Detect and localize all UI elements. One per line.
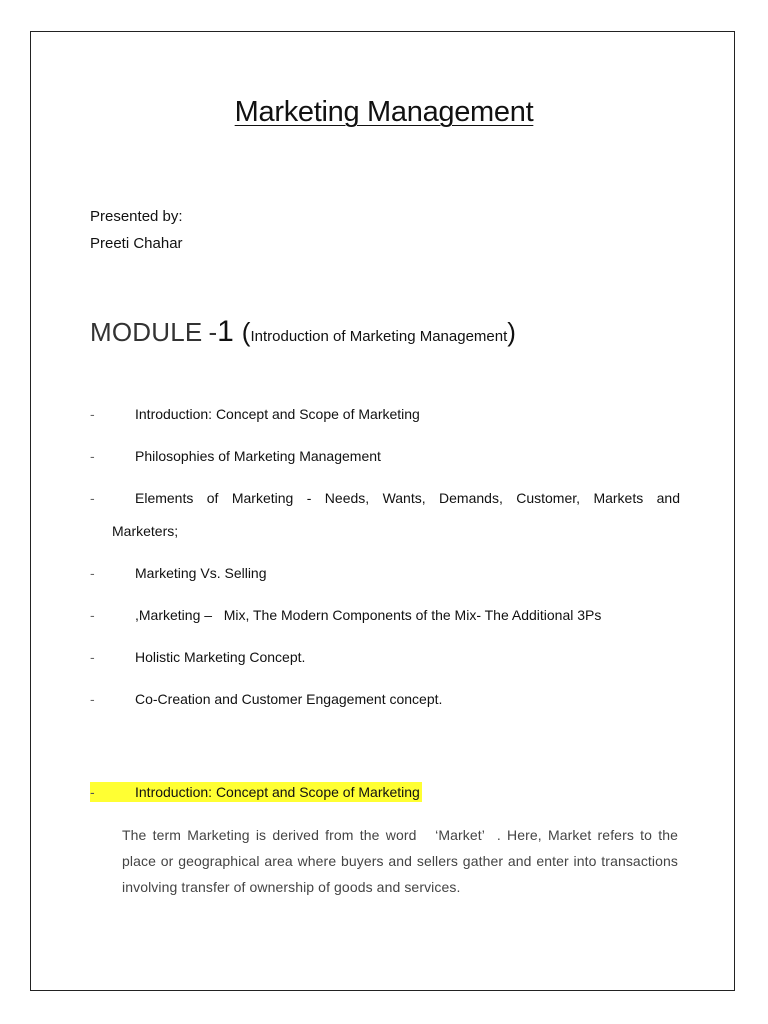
highlighted-heading <box>90 782 422 802</box>
list-item-text: ,Marketing – Mix, The Modern Components of the Mix- The Additional 3Ps <box>135 607 602 623</box>
list-item <box>90 404 680 424</box>
topic-list <box>90 400 680 709</box>
list-dash: - <box>90 490 95 506</box>
list-dash: - <box>90 691 95 707</box>
list-item <box>90 563 680 583</box>
list-dash: - <box>90 649 95 665</box>
list-item <box>90 689 680 709</box>
section-heading-text: Introduction: Concept and Scope of Marketing <box>135 784 420 800</box>
presented-by-block <box>90 203 183 257</box>
list-item-text: Holistic Marketing Concept. <box>135 649 306 665</box>
module-close-paren: ) <box>507 317 516 347</box>
module-subtitle: Introduction of Marketing Management <box>250 328 508 345</box>
list-item-text: Philosophies of Marketing Management <box>135 448 381 464</box>
module-dash: - <box>208 317 218 347</box>
list-dash: - <box>90 448 95 464</box>
module-word: MODULE <box>90 317 203 347</box>
list-dash: - <box>90 565 95 581</box>
list-item-continuation: Marketers; <box>112 523 179 539</box>
document-title: Marketing Management <box>234 96 534 128</box>
list-item-text: Marketing Vs. Selling <box>135 565 267 581</box>
list-item-text: Introduction: Concept and Scope of Marketing <box>135 406 420 422</box>
list-item <box>90 488 680 541</box>
list-item-text: Elements of Marketing - Needs, Wants, Demands, Customer, Markets and <box>135 490 680 506</box>
module-heading <box>90 315 516 349</box>
module-open-paren: ( <box>241 317 251 347</box>
list-item-text: Co-Creation and Customer Engagement concept. <box>135 691 443 707</box>
section-heading <box>90 782 422 802</box>
list-dash: - <box>90 607 95 623</box>
list-dash: - <box>90 406 95 422</box>
presenter-name: Preeti Chahar <box>90 235 183 252</box>
list-item <box>90 446 680 466</box>
presented-by-label: Presented by: <box>90 208 183 225</box>
list-item <box>90 647 680 667</box>
section-paragraph: The term Marketing is derived from the word ‘Market’ . Here, Market refers to the place or geographical area where buyers and sellers gather and enter into transactions involving transfer of ownership of goods and services. <box>122 827 682 895</box>
section-dash: - <box>90 784 95 800</box>
module-number: 1 <box>217 315 234 348</box>
list-item <box>90 605 680 625</box>
